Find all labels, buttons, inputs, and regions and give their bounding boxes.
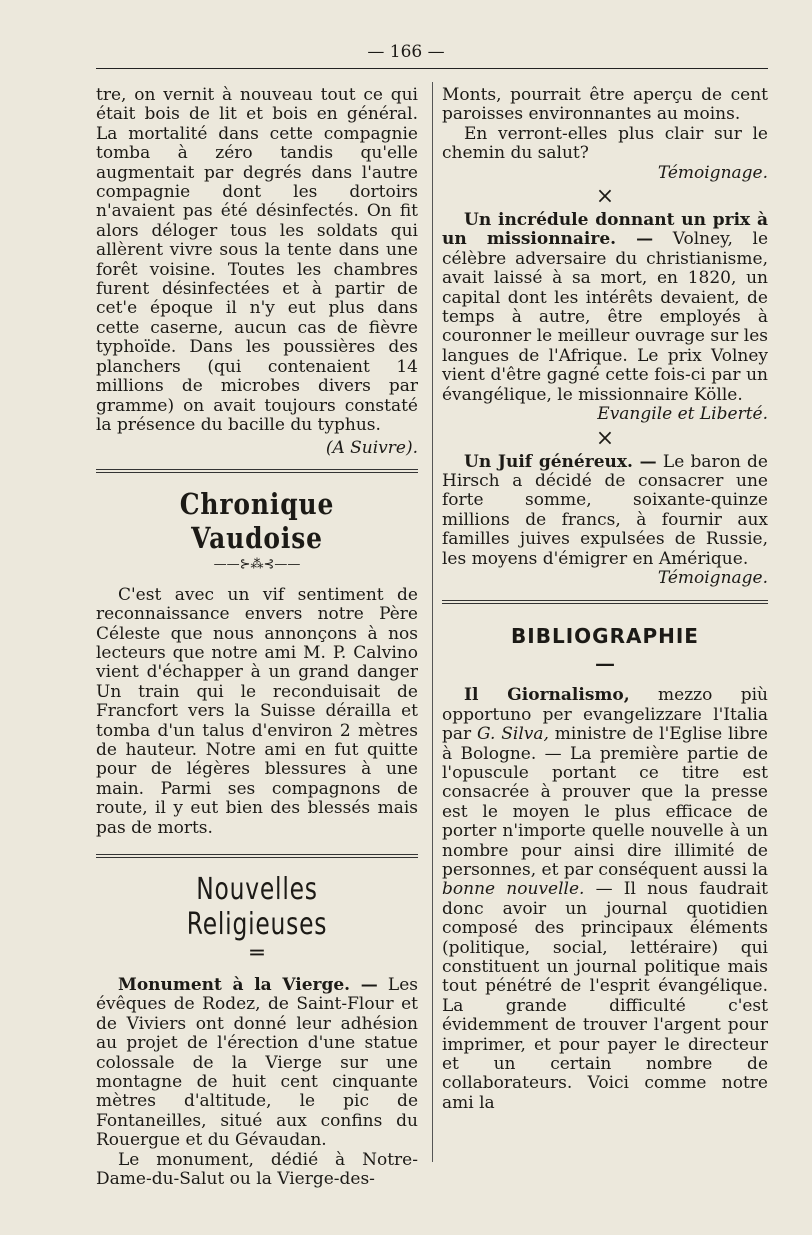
separator-cross: × [595, 425, 615, 451]
juif-paragraph [442, 453, 768, 569]
article-text: Volney, le célèbre adversaire du christianisme, avait laissé à sa mort, en 1820, un capital dont les intérêts devaient, de temps à autre, être employés à couronner le meilleur ouvrage sur les langues de l'Afrique. Le prix Volney vient d'être gagné cette fois-ci par un évangélique, le missionnaire Kölle. [442, 229, 768, 405]
title-ornament: ═ [250, 941, 264, 966]
chronique-paragraph: C'est avec un vif sentiment de reconnaissance envers notre Père Céleste que nous annonçons à nos lecteurs que notre ami M. P. Calvino vient d'échapper à un grand danger Un train qui le reconduisait de Francfort vers la Suisse dérailla et tomba d'un talus d'environ 2 mètres de hauteur. Notre ami en fut quitte pour de légères blessures à une main. Parmi ses compagnons de route, il y eut bien des blessés mais pas de morts. [96, 584, 418, 838]
incredule-paragraph [442, 211, 768, 405]
section-title-nouvelles: Nouvelles Religieuses [186, 872, 328, 942]
header-rule [96, 68, 768, 69]
bibliographie-paragraph [442, 686, 768, 1113]
source-credit: Témoignage. [657, 567, 768, 588]
article-text: — Il nous faudrait donc avoir un journal quotidien composé des principaux éléments (politique, social, lettéraire) qui constituent un journal politique mais tout pénétré de l'esprit évangélique. La grande difficulté c'est évidemment de trouver l'argent pour imprimer, et pour payer le directeur et un certain nombre de collaborateurs. Voici comme notre ami la [442, 879, 768, 1113]
separator-cross: × [595, 184, 615, 210]
source-credit: Témoignage. [657, 162, 768, 183]
book-title: Il Giornalismo, [464, 685, 630, 706]
article-headline: Un incrédule donnant un prix à un missionnaire. — [442, 210, 768, 250]
article-text: ministre de l'Eglise libre à Bologne. — La première partie de l'opuscule portant ce titre est consacrée à prouver que la presse est le moyen le plus efficace de porter n'importe quelle nouvelle à un nombre pour ainsi dire illimité de personnes, et par conséquent aussi la [442, 724, 768, 880]
right-column [442, 86, 768, 1113]
article-text: mezzo più opportuno per evangelizzare l'Italia par [442, 685, 768, 745]
article-headline: Monument à la Vierge. — [118, 975, 378, 995]
section-title-chronique: Chronique Vaudoise [179, 486, 335, 555]
to-be-continued: (A Suivre). [325, 438, 418, 459]
section-divider [96, 469, 418, 473]
left-column [96, 86, 418, 1189]
section-divider [96, 854, 418, 858]
section-title-bibliographie: BIBLIOGRAPHIE [511, 624, 699, 649]
column-divider [432, 82, 433, 1162]
monument-paragraph-2: Le monument, dédié à Notre-Dame-du-Salut ou la Vierge-des- [96, 1149, 418, 1190]
italic-phrase: bonne nouvelle. [442, 879, 585, 900]
article-text: Les évêques de Rodez, de Saint-Flour et de Viviers ont donné leur adhésion au projet de l'érection d'une statue colossale de la Vierge sur une montagne de huit cent cinquante mètres d'altitude, le pic de Fontaneilles, situé aux confins du Rouergue et du Gévaudan. [96, 975, 418, 1151]
article-continuation: Monts, pourrait être aperçu de cent paroisses environnantes au moins. [442, 85, 768, 125]
book-author: G. Silva, [477, 724, 549, 745]
article-question: En verront-elles plus clair sur le chemin du salut? [442, 123, 768, 164]
source-credit: Evangile et Liberté. [597, 404, 768, 425]
article-continuation: tre, on vernit à nouveau tout ce qui était bois de lit et bois en général. La mortalité dans cette compagnie tomba à zéro tandis qu'elle augmentait par degrés dans l'autre compagnie dont les dortoirs n'avaient pas été désinfectés. On fit alors déloger tous les soldats qui allèrent vivre sous la tente dans une forêt voisine. Toutes les chambres furent désinfectées et à partir de cet'e époque il n'y eut plus dans cette caserne, aucun cas de fièvre typhoïde. Dans les poussières des planchers (qui contenaient 14 millions de microbes divers par gramme) on avait toujours constaté la présence du bacille du typhus. [96, 85, 418, 435]
article-text: Le baron de Hirsch a décidé de consacrer une forte somme, soixante-quinze millions de francs, à fournir aux familles juives expulsées de Russie, les moyens d'émigrer en Amérique. [442, 451, 768, 569]
page-number: — 166 — [367, 42, 445, 62]
section-divider [442, 600, 768, 604]
title-ornament: ——⊱⁂⊰—— [213, 556, 301, 572]
title-ornament: — [595, 651, 615, 676]
article-headline: Un Juif généreux. — [464, 451, 657, 472]
monument-paragraph [96, 976, 418, 1151]
